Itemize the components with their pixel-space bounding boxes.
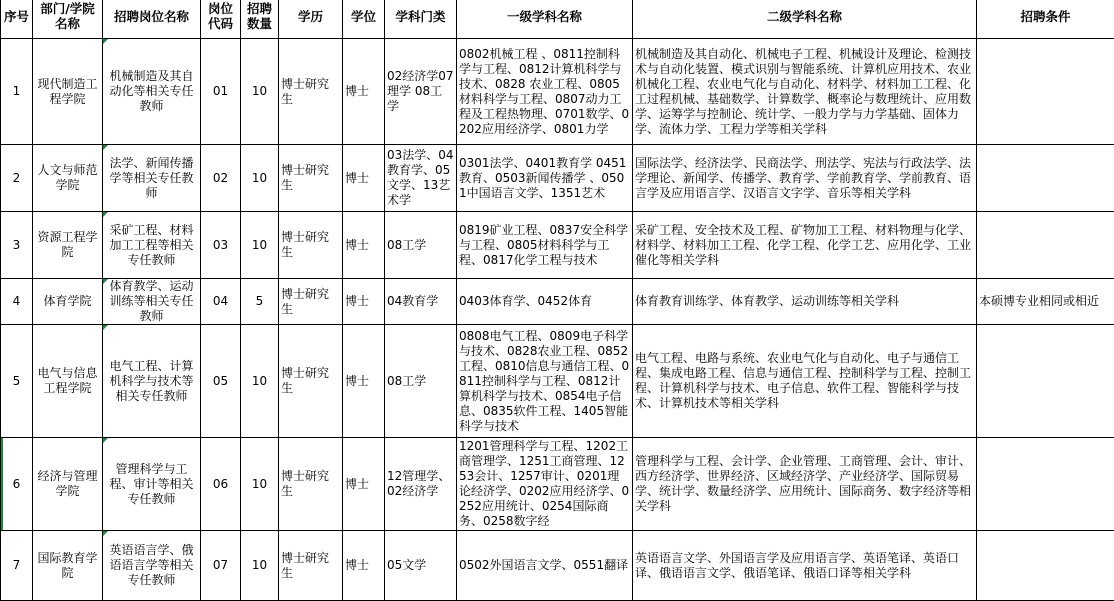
cell-post[interactable]: 采矿工程、材料加工工程等相关专任教师 xyxy=(103,212,201,279)
cell-no[interactable]: 1 xyxy=(1,39,33,145)
cell-post[interactable]: 英语语言学、俄语语言学等相关专任教师 xyxy=(103,531,201,601)
cell-no[interactable]: 6 xyxy=(1,438,33,531)
cell-edu[interactable]: 博士研究生 xyxy=(279,212,343,279)
cell-category[interactable]: 08工学 xyxy=(385,212,457,279)
header-no[interactable]: 序号 xyxy=(1,0,33,39)
header-degree[interactable]: 学位 xyxy=(343,0,385,39)
cell-category[interactable]: 03法学、04教育学、05文学、13艺术学 xyxy=(385,145,457,212)
cell-conditions[interactable] xyxy=(977,531,1114,601)
cell-category[interactable]: 12管理学、02经济学 xyxy=(385,438,457,531)
cell-edu[interactable]: 博士研究生 xyxy=(279,279,343,325)
cell-second-discipline[interactable]: 采矿工程、安全技术及工程、矿物加工工程、材料物理与化学、材料学、材料加工工程、化学工程、化学工艺、应用化学、工业催化等相关学科 xyxy=(633,212,977,279)
cell-first-discipline[interactable]: 0301法学、0401教育学 0451教育、0503新闻传播学 、0501中国语言文学、1351艺术 xyxy=(457,145,633,212)
cell-degree[interactable]: 博士 xyxy=(343,212,385,279)
cell-count[interactable]: 5 xyxy=(241,279,279,325)
cell-second-discipline[interactable]: 英语语言文学、外国语言学及应用语言学、英语笔译、英语口译、俄语语言文学、俄语笔译、俄语口译等相关学科 xyxy=(633,531,977,601)
cell-post[interactable]: 法学、新闻传播学等相关专任教师 xyxy=(103,145,201,212)
cell-edu[interactable]: 博士研究生 xyxy=(279,39,343,145)
cell-count[interactable]: 10 xyxy=(241,39,279,145)
cell-dept[interactable]: 资源工程学院 xyxy=(33,212,103,279)
cell-second-discipline[interactable]: 电气工程、电路与系统、农业电气化与自动化、电子与通信工程、集成电路工程、信息与通信工程、控制科学与工程、控制工程、计算机科学与技术、电子信息、软件工程、智能科学与技术、计算机技术等相关学科 xyxy=(633,325,977,438)
cell-count[interactable]: 10 xyxy=(241,531,279,601)
cell-code[interactable]: 01 xyxy=(201,39,241,145)
cell-degree[interactable]: 博士 xyxy=(343,438,385,531)
cell-no[interactable]: 7 xyxy=(1,531,33,601)
cell-category[interactable]: 02经济学07理学 08工学 xyxy=(385,39,457,145)
cell-post[interactable]: 电气工程、计算机科学与技术等相关专任教师 xyxy=(103,325,201,438)
header-row xyxy=(1,0,1114,39)
cell-second-discipline[interactable]: 国际法学、经济法学、民商法学、刑法学、宪法与行政法学、法学理论、新闻学、传播学、教育学、学前教育学、学前教育、语言学及应用语言学、汉语言文字学、音乐等相关学科 xyxy=(633,145,977,212)
header-first-discipline[interactable]: 一级学科名称 xyxy=(457,0,633,39)
cell-dept[interactable]: 电气与信息工程学院 xyxy=(33,325,103,438)
cell-post[interactable]: 管理科学与工程、审计等相关专任教师 xyxy=(103,438,201,531)
table-row xyxy=(1,438,1114,531)
cell-conditions[interactable] xyxy=(977,212,1114,279)
header-edu[interactable]: 学历 xyxy=(279,0,343,39)
cell-code[interactable]: 02 xyxy=(201,145,241,212)
cell-first-discipline[interactable]: 0403体育学、0452体育 xyxy=(457,279,633,325)
cell-dept[interactable]: 体育学院 xyxy=(33,279,103,325)
cell-dept[interactable]: 国际教育学院 xyxy=(33,531,103,601)
cell-category[interactable]: 08工学 xyxy=(385,325,457,438)
cell-conditions[interactable] xyxy=(977,39,1114,145)
cell-degree[interactable]: 博士 xyxy=(343,325,385,438)
table-row xyxy=(1,39,1114,145)
cell-second-discipline[interactable]: 体育教育训练学、体育教学、运动训练等相关学科 xyxy=(633,279,977,325)
cell-conditions[interactable] xyxy=(977,145,1114,212)
header-post[interactable]: 招聘岗位名称 xyxy=(103,0,201,39)
cell-category[interactable]: 04教育学 xyxy=(385,279,457,325)
cell-edu[interactable]: 博士研究生 xyxy=(279,145,343,212)
cell-conditions[interactable] xyxy=(977,325,1114,438)
cell-first-discipline[interactable]: 0819矿业工程、0837安全科学与工程、0805材料科学与工程、0817化学工程与技术 xyxy=(457,212,633,279)
header-dept[interactable]: 部门/学院名称 xyxy=(33,0,103,39)
cell-degree[interactable]: 博士 xyxy=(343,39,385,145)
cell-edu[interactable]: 博士研究生 xyxy=(279,438,343,531)
cell-no[interactable]: 3 xyxy=(1,212,33,279)
cell-count[interactable]: 10 xyxy=(241,325,279,438)
cell-code[interactable]: 07 xyxy=(201,531,241,601)
cell-post[interactable]: 机械制造及其自动化等相关专任教师 xyxy=(103,39,201,145)
cell-second-discipline[interactable]: 管理科学与工程、会计学、企业管理、工商管理、会计、审计、西方经济学、世界经济、区域经济学、产业经济学、国际贸易学、统计学、数量经济学、应用统计、国际商务、数字经济等相关学科 xyxy=(633,438,977,531)
cell-edu[interactable]: 博士研究生 xyxy=(279,325,343,438)
cell-first-discipline[interactable]: 1201管理科学与工程、1202工商管理学、1251工商管理、1253会计、1257审计、0201理论经济学、0202应用经济学、0252应用统计、0254国际商务、0258数字经 xyxy=(457,438,633,531)
cell-first-discipline[interactable]: 0502外国语言文学、0551翻译 xyxy=(457,531,633,601)
cell-first-discipline[interactable]: 0802机械工程 、0811控制科学与工程、0812计算机科学与技术、0828 农业工程、0805材料科学与工程、0807动力工程及工程热物理、0701数学、0202应用经济学、0801力学 xyxy=(457,39,633,145)
cell-edu[interactable]: 博士研究生 xyxy=(279,531,343,601)
header-category[interactable]: 学科门类 xyxy=(385,0,457,39)
cell-dept[interactable]: 现代制造工程学院 xyxy=(33,39,103,145)
cell-count[interactable]: 10 xyxy=(241,145,279,212)
cell-conditions[interactable]: 本硕博专业相同或相近 xyxy=(977,279,1114,325)
cell-post[interactable]: 体育教学、运动训练等相关专任教师 xyxy=(103,279,201,325)
cell-degree[interactable]: 博士 xyxy=(343,531,385,601)
cell-code[interactable]: 06 xyxy=(201,438,241,531)
cell-degree[interactable]: 博士 xyxy=(343,279,385,325)
cell-code[interactable]: 04 xyxy=(201,279,241,325)
cell-first-discipline[interactable]: 0808电气工程、0809电子科学与技术、0828农业工程、0852工程、0810信息与通信工程、0811控制科学与工程、0812计算机科学与技术、0854电子信息、0835软件工程、1405智能科学与技术 xyxy=(457,325,633,438)
cell-no[interactable]: 2 xyxy=(1,145,33,212)
cell-conditions[interactable] xyxy=(977,438,1114,531)
cell-count[interactable]: 10 xyxy=(241,438,279,531)
cell-category[interactable]: 05文学 xyxy=(385,531,457,601)
header-second-discipline[interactable]: 二级学科名称 xyxy=(633,0,977,39)
header-count[interactable]: 招聘数量 xyxy=(241,0,279,39)
cell-no[interactable]: 4 xyxy=(1,279,33,325)
cell-degree[interactable]: 博士 xyxy=(343,145,385,212)
header-conditions[interactable]: 招聘条件 xyxy=(977,0,1114,39)
cell-no[interactable]: 5 xyxy=(1,325,33,438)
cell-dept[interactable]: 人文与师范学院 xyxy=(33,145,103,212)
table-row xyxy=(1,325,1114,438)
cell-count[interactable]: 10 xyxy=(241,212,279,279)
cell-code[interactable]: 03 xyxy=(201,212,241,279)
cell-second-discipline[interactable]: 机械制造及其自动化、机械电子工程、机械设计及理论、检测技术与自动化装置、模式识别与智能系统、计算机应用技术、农业机械化工程、农业电气化与自动化、材料学、材料加工工程、化工过程机械、基础数学、计算数学、概率论与数理统计、应用数学、运筹学与控制论、统计学、一般力学与力学基础、固体力学、流体力学、工程力学等相关学科 xyxy=(633,39,977,145)
table-row xyxy=(1,531,1114,601)
table-row xyxy=(1,145,1114,212)
table-row xyxy=(1,279,1114,325)
table-row xyxy=(1,212,1114,279)
cell-dept[interactable]: 经济与管理学院 xyxy=(33,438,103,531)
header-code[interactable]: 岗位代码 xyxy=(201,0,241,39)
cell-code[interactable]: 05 xyxy=(201,325,241,438)
